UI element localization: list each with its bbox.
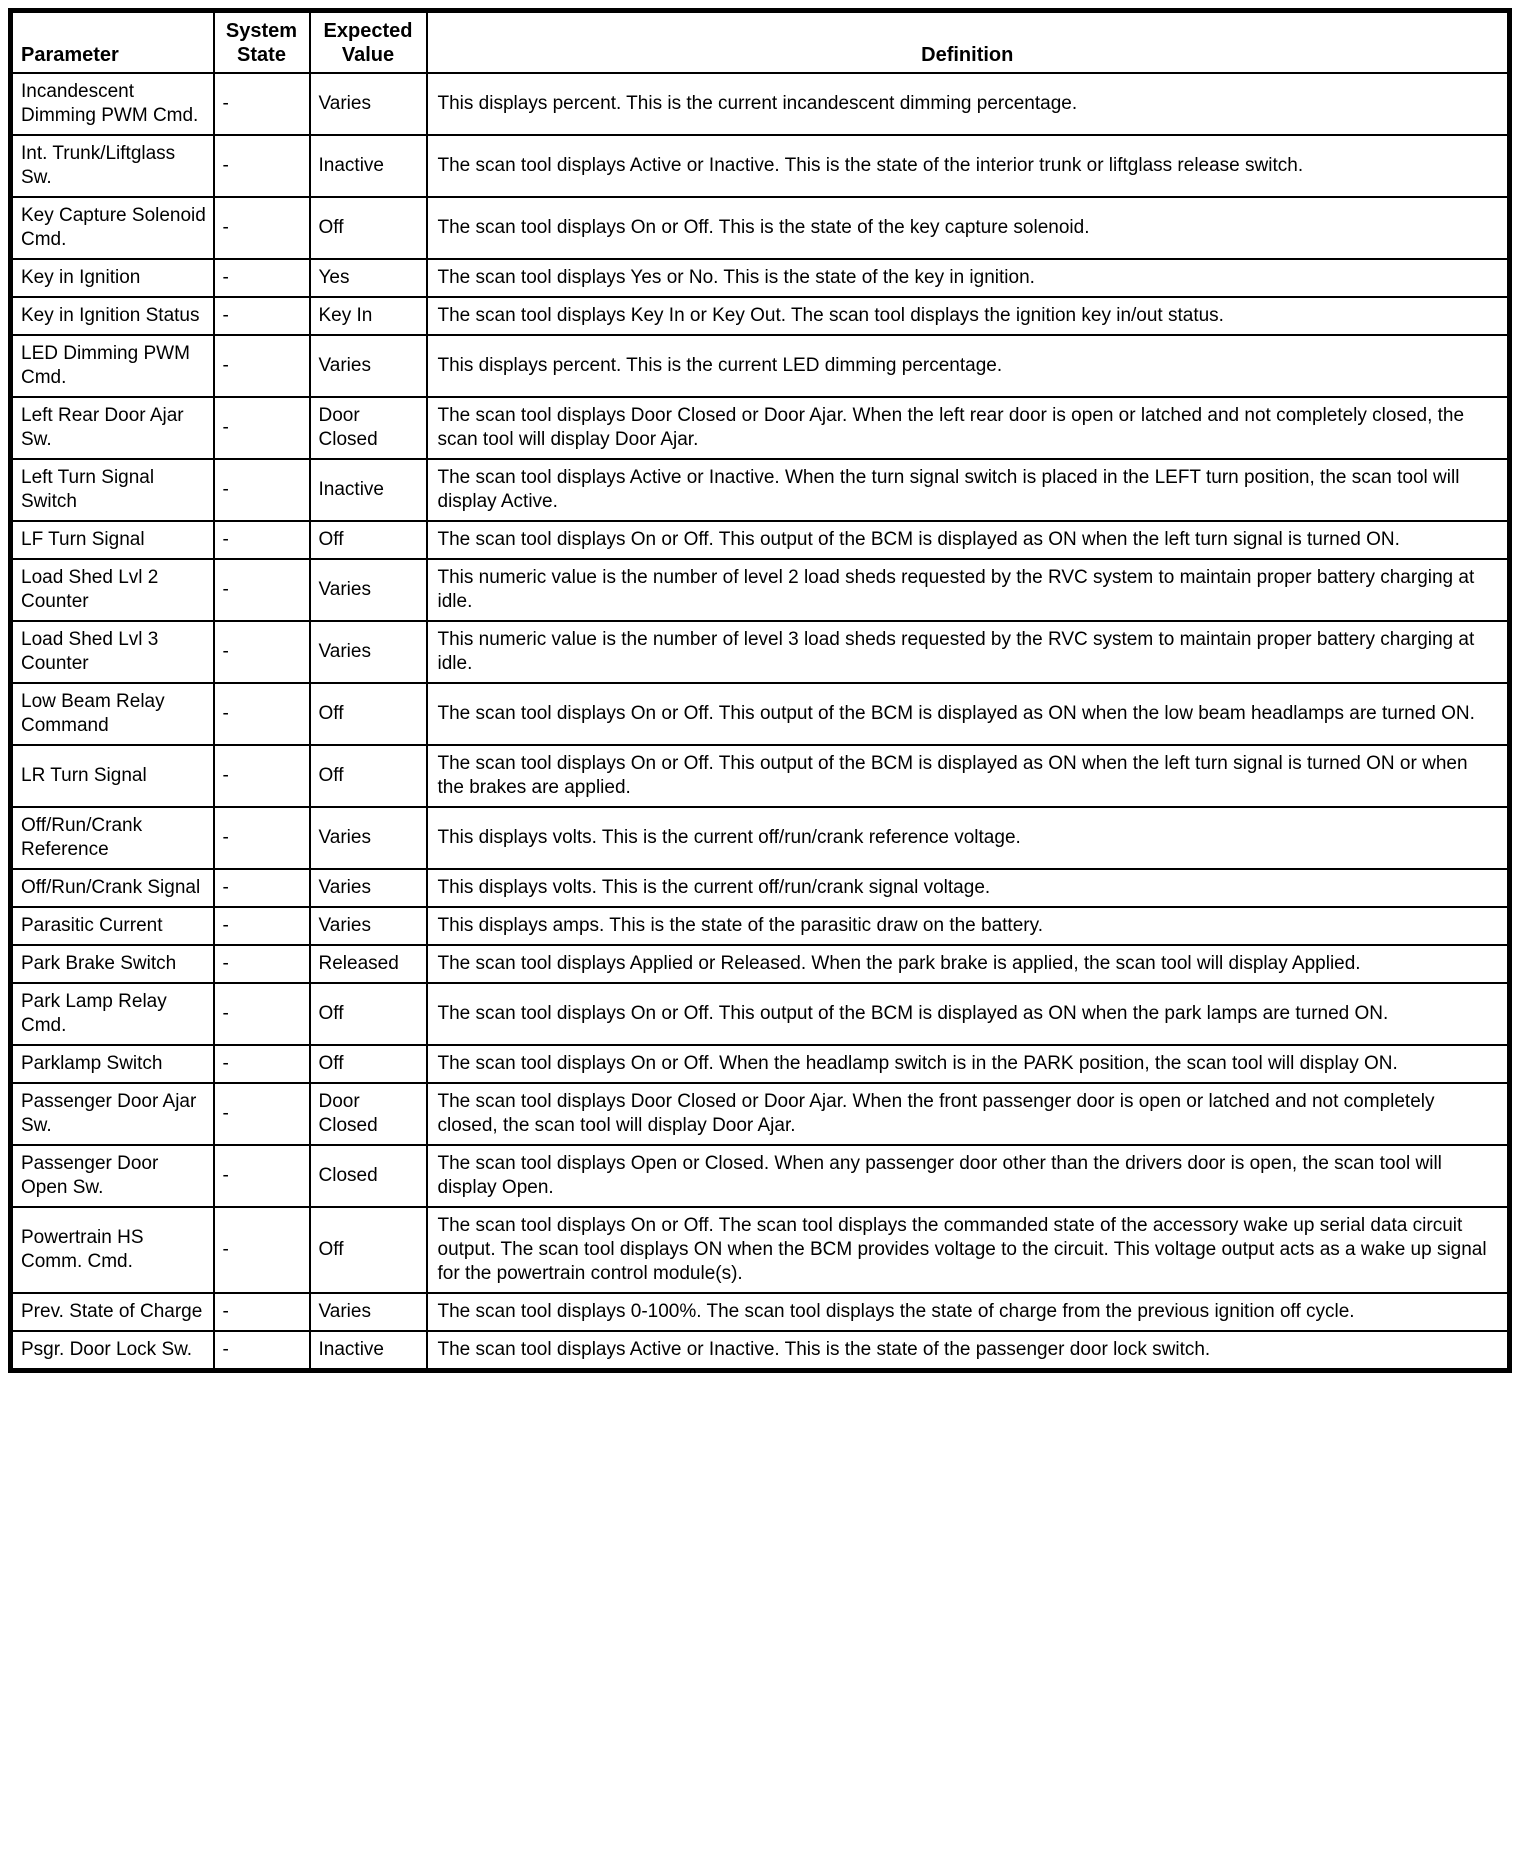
parameter-cell: Parklamp Switch [11,1045,214,1083]
definition-cell: This displays volts. This is the current off/run/crank signal voltage. [427,869,1510,907]
parameter-cell: LR Turn Signal [11,745,214,807]
system-state-cell: - [214,1207,310,1293]
table-row [11,135,1510,197]
expected-value-cell: Varies [310,73,427,135]
expected-value-cell: Off [310,197,427,259]
definition-cell: The scan tool displays Active or Inactive. This is the state of the passenger door lock switch. [427,1331,1510,1371]
table-row [11,335,1510,397]
expected-value-cell: Varies [310,1293,427,1331]
definition-cell: The scan tool displays On or Off. This output of the BCM is displayed as ON when the low beam headlamps are turned ON. [427,683,1510,745]
system-state-cell: - [214,73,310,135]
parameter-cell: Load Shed Lvl 3 Counter [11,621,214,683]
expected-value-cell: Closed [310,1145,427,1207]
parameter-cell: LF Turn Signal [11,521,214,559]
expected-value-cell: Door Closed [310,397,427,459]
parameter-cell: Prev. State of Charge [11,1293,214,1331]
expected-value-cell: Inactive [310,459,427,521]
system-state-cell: - [214,397,310,459]
system-state-cell: - [214,807,310,869]
system-state-cell: - [214,869,310,907]
expected-value-cell: Varies [310,869,427,907]
expected-value-cell: Off [310,983,427,1045]
definition-cell: The scan tool displays On or Off. When the headlamp switch is in the PARK position, the scan tool will display ON. [427,1045,1510,1083]
definition-cell: The scan tool displays On or Off. This output of the BCM is displayed as ON when the park lamps are turned ON. [427,983,1510,1045]
table-row [11,559,1510,621]
parameter-cell: Park Brake Switch [11,945,214,983]
table-row [11,1293,1510,1331]
table-row [11,1083,1510,1145]
expected-value-cell: Varies [310,559,427,621]
definition-cell: This displays percent. This is the current incandescent dimming percentage. [427,73,1510,135]
table-row [11,1207,1510,1293]
table-row [11,869,1510,907]
table-row [11,1045,1510,1083]
table-row [11,683,1510,745]
system-state-cell: - [214,1045,310,1083]
expected-value-cell: Off [310,1207,427,1293]
expected-value-cell: Off [310,745,427,807]
table-row [11,73,1510,135]
table-header [11,11,1510,74]
expected-value-cell: Yes [310,259,427,297]
expected-value-cell: Released [310,945,427,983]
parameter-cell: Key Capture Solenoid Cmd. [11,197,214,259]
definition-cell: The scan tool displays On or Off. This output of the BCM is displayed as ON when the left turn signal is turned ON. [427,521,1510,559]
expected-value-cell: Inactive [310,1331,427,1371]
expected-value-cell: Door Closed [310,1083,427,1145]
header-definition: Definition [427,11,1510,74]
parameter-cell: Incandescent Dimming PWM Cmd. [11,73,214,135]
table-row [11,297,1510,335]
parameter-cell: Off/Run/Crank Signal [11,869,214,907]
header-expected-value: Expected Value [310,11,427,74]
system-state-cell: - [214,621,310,683]
definition-cell: The scan tool displays Applied or Released. When the park brake is applied, the scan tool will display Applied. [427,945,1510,983]
system-state-cell: - [214,521,310,559]
expected-value-cell: Varies [310,335,427,397]
definition-cell: The scan tool displays Active or Inactive. When the turn signal switch is placed in the LEFT turn position, the scan tool will display Active. [427,459,1510,521]
expected-value-cell: Varies [310,907,427,945]
header-row [11,11,1510,74]
table-row [11,1331,1510,1371]
system-state-cell: - [214,197,310,259]
system-state-cell: - [214,907,310,945]
parameter-cell: Left Rear Door Ajar Sw. [11,397,214,459]
definition-cell: The scan tool displays Door Closed or Door Ajar. When the left rear door is open or latched and not completely closed, the scan tool will display Door Ajar. [427,397,1510,459]
table-body [11,73,1510,1371]
expected-value-cell: Inactive [310,135,427,197]
header-system-state: System State [214,11,310,74]
table-row [11,907,1510,945]
expected-value-cell: Varies [310,807,427,869]
system-state-cell: - [214,1145,310,1207]
definition-cell: This displays volts. This is the current off/run/crank reference voltage. [427,807,1510,869]
parameter-cell: LED Dimming PWM Cmd. [11,335,214,397]
parameter-cell: Passenger Door Ajar Sw. [11,1083,214,1145]
table-row [11,1145,1510,1207]
parameter-cell: Low Beam Relay Command [11,683,214,745]
parameter-cell: Parasitic Current [11,907,214,945]
definition-cell: The scan tool displays Yes or No. This is the state of the key in ignition. [427,259,1510,297]
parameter-cell: Load Shed Lvl 2 Counter [11,559,214,621]
parameter-cell: Off/Run/Crank Reference [11,807,214,869]
table-row [11,807,1510,869]
parameter-cell: Key in Ignition Status [11,297,214,335]
expected-value-cell: Off [310,521,427,559]
definition-cell: This numeric value is the number of level 3 load sheds requested by the RVC system to maintain proper battery charging at idle. [427,621,1510,683]
parameter-cell: Left Turn Signal Switch [11,459,214,521]
system-state-cell: - [214,745,310,807]
parameter-cell: Key in Ignition [11,259,214,297]
table-row [11,745,1510,807]
definition-cell: The scan tool displays Open or Closed. When any passenger door other than the drivers door is open, the scan tool will display Open. [427,1145,1510,1207]
system-state-cell: - [214,459,310,521]
system-state-cell: - [214,259,310,297]
system-state-cell: - [214,945,310,983]
table-row [11,197,1510,259]
expected-value-cell: Off [310,683,427,745]
parameter-cell: Park Lamp Relay Cmd. [11,983,214,1045]
parameter-cell: Int. Trunk/Liftglass Sw. [11,135,214,197]
system-state-cell: - [214,683,310,745]
definition-cell: The scan tool displays On or Off. The scan tool displays the commanded state of the accessory wake up serial data circuit output. The scan tool displays ON when the BCM provides voltage to the circuit. This voltage output acts as a wake up signal for the powertrain control module(s). [427,1207,1510,1293]
system-state-cell: - [214,1331,310,1371]
parameter-cell: Powertrain HS Comm. Cmd. [11,1207,214,1293]
table-row [11,945,1510,983]
parameter-cell: Passenger Door Open Sw. [11,1145,214,1207]
table-row [11,397,1510,459]
definition-cell: The scan tool displays 0-100%. The scan tool displays the state of charge from the previous ignition off cycle. [427,1293,1510,1331]
system-state-cell: - [214,135,310,197]
scan-tool-data-table [8,8,1512,1373]
definition-cell: The scan tool displays On or Off. This is the state of the key capture solenoid. [427,197,1510,259]
table-row [11,621,1510,683]
definition-cell: The scan tool displays Key In or Key Out. The scan tool displays the ignition key in/out status. [427,297,1510,335]
system-state-cell: - [214,1083,310,1145]
definition-cell: This displays amps. This is the state of the parasitic draw on the battery. [427,907,1510,945]
expected-value-cell: Key In [310,297,427,335]
system-state-cell: - [214,297,310,335]
system-state-cell: - [214,335,310,397]
table-row [11,259,1510,297]
system-state-cell: - [214,983,310,1045]
definition-cell: The scan tool displays Door Closed or Door Ajar. When the front passenger door is open or latched and not completely closed, the scan tool will display Door Ajar. [427,1083,1510,1145]
definition-cell: The scan tool displays On or Off. This output of the BCM is displayed as ON when the left turn signal is turned ON or when the brakes are applied. [427,745,1510,807]
parameter-cell: Psgr. Door Lock Sw. [11,1331,214,1371]
expected-value-cell: Off [310,1045,427,1083]
table-row [11,459,1510,521]
system-state-cell: - [214,1293,310,1331]
table-row [11,521,1510,559]
definition-cell: This numeric value is the number of level 2 load sheds requested by the RVC system to maintain proper battery charging at idle. [427,559,1510,621]
header-parameter: Parameter [11,11,214,74]
table-row [11,983,1510,1045]
system-state-cell: - [214,559,310,621]
definition-cell: This displays percent. This is the current LED dimming percentage. [427,335,1510,397]
definition-cell: The scan tool displays Active or Inactive. This is the state of the interior trunk or liftglass release switch. [427,135,1510,197]
expected-value-cell: Varies [310,621,427,683]
